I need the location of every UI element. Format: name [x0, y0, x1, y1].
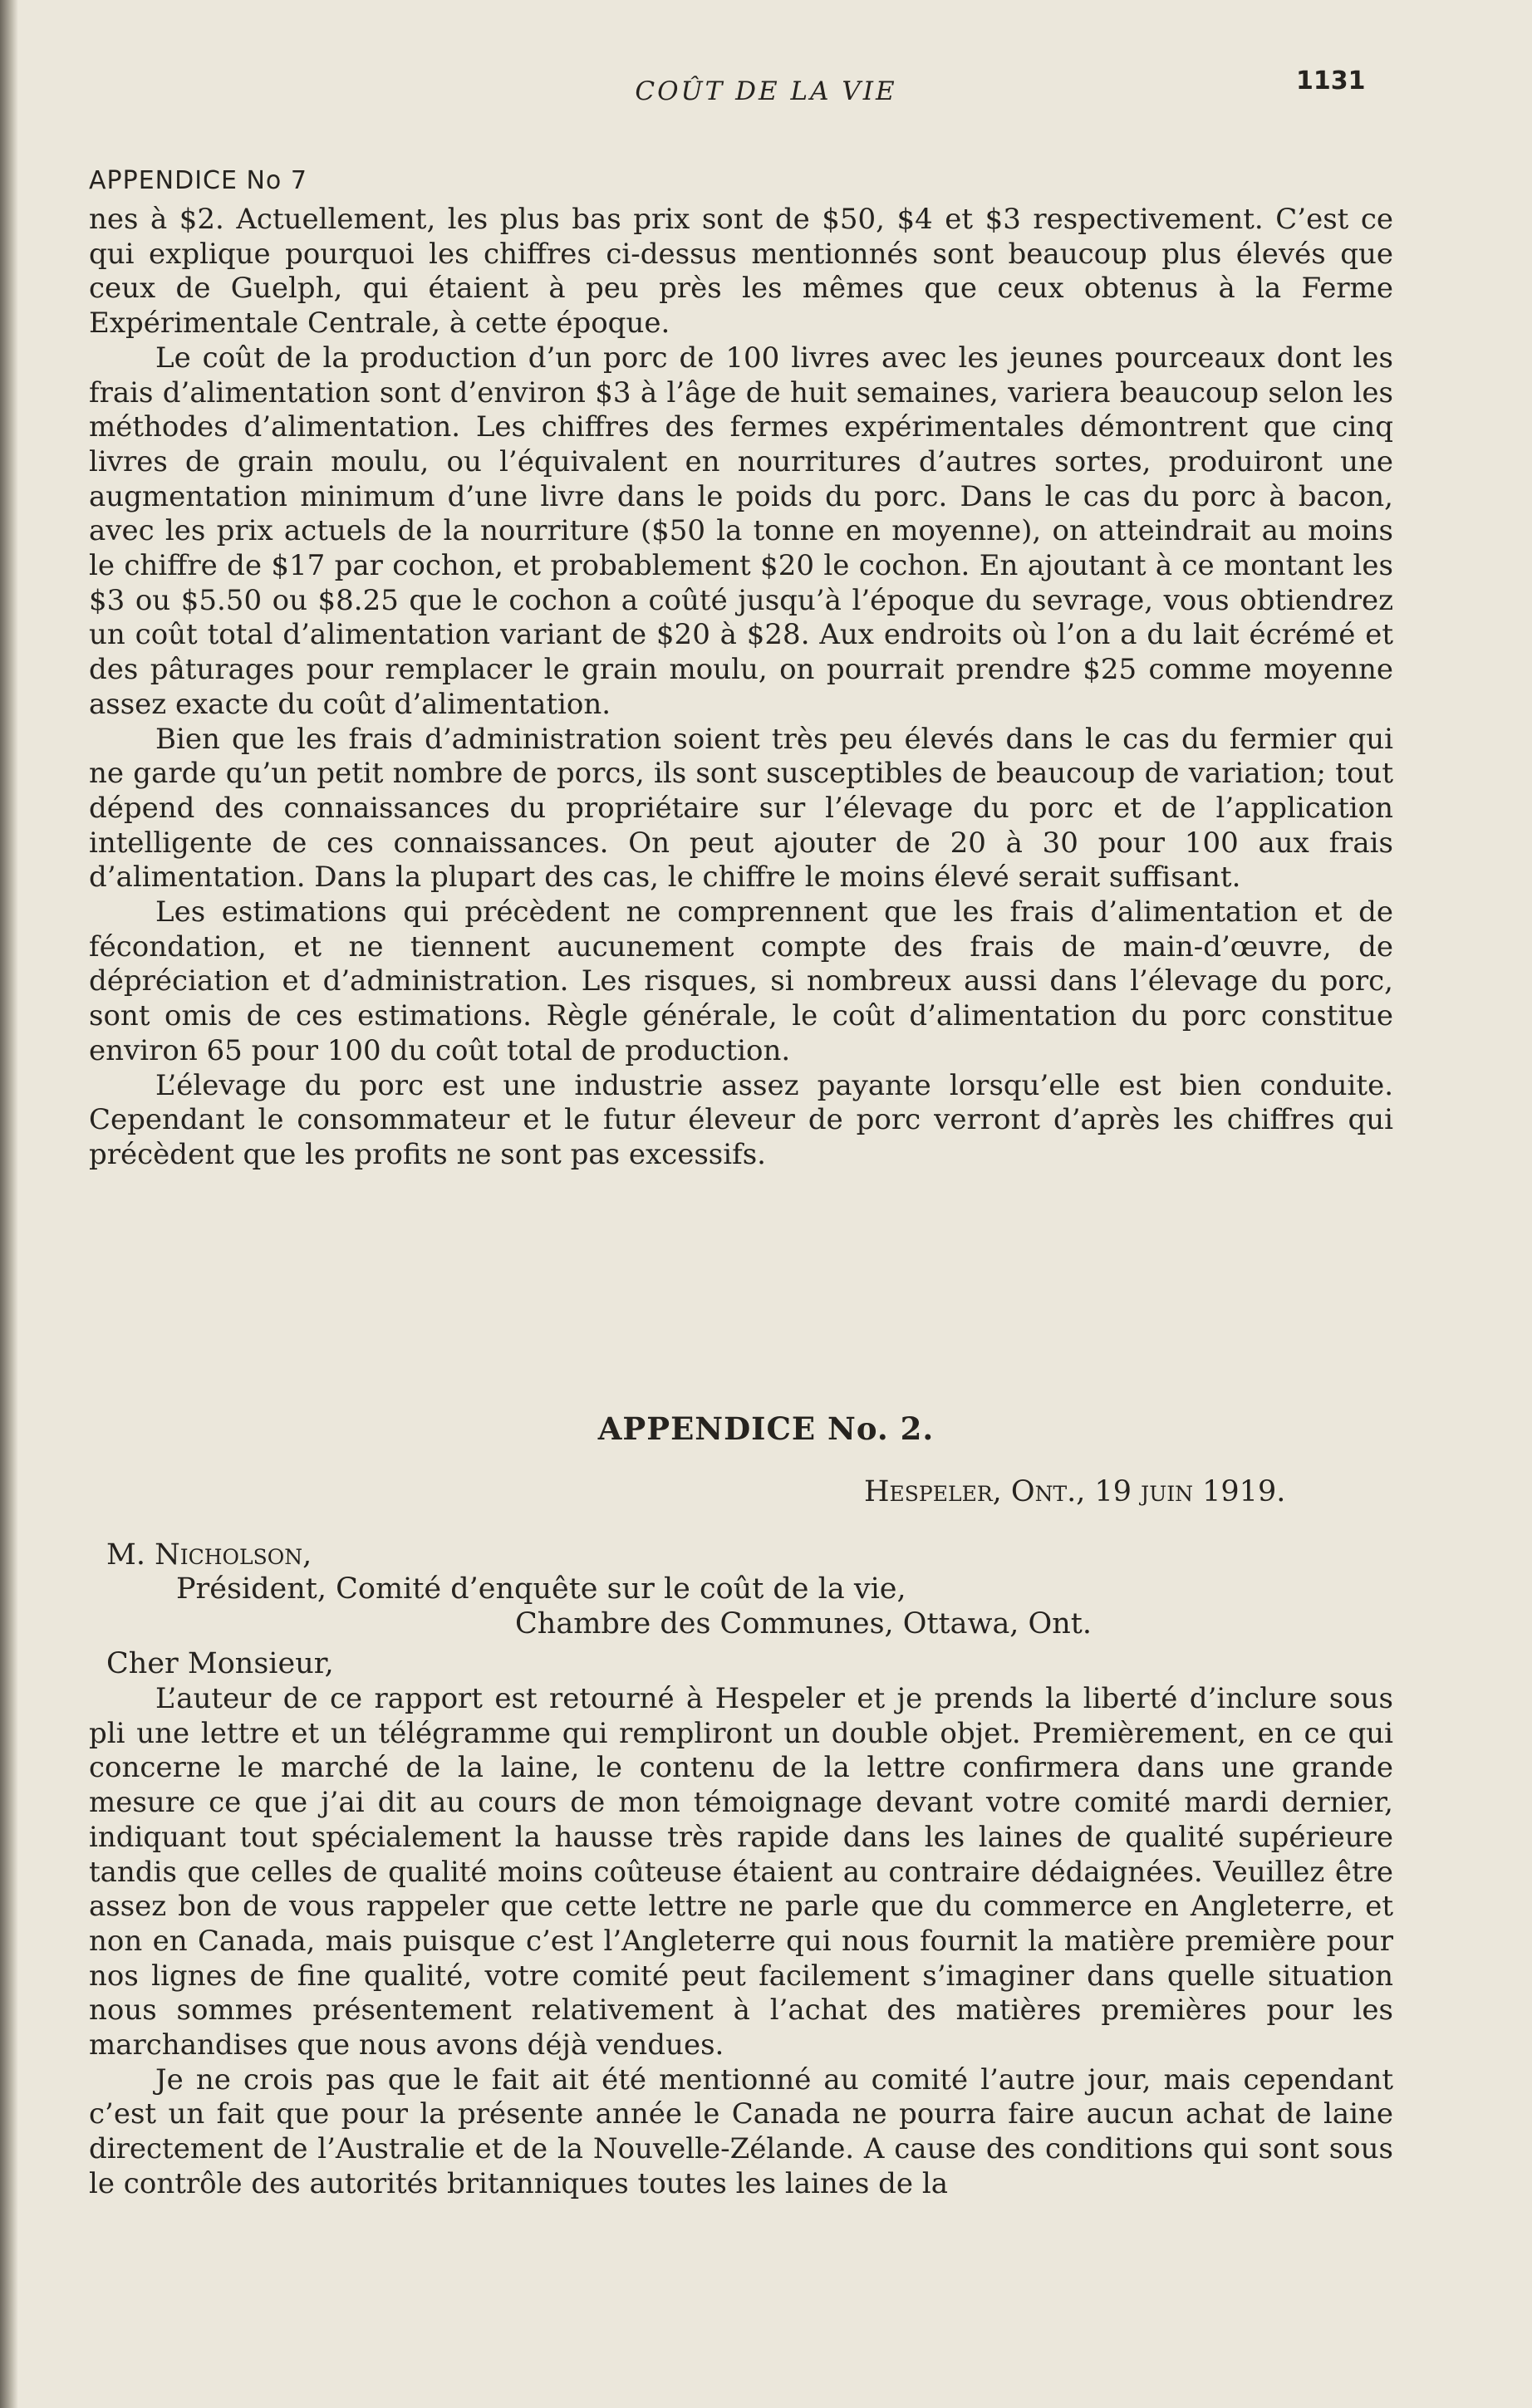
salutation: Cher Monsieur,	[106, 1647, 334, 1680]
section-1-body	[89, 203, 1393, 1173]
paragraph: Bien que les frais d’administration soient très peu élevés dans le cas du fermier qui ne garde qu’un petit nombre de porcs, ils sont susceptibles de beaucoup de variation; tout dépend des connaissances du propriétaire sur l’élevage du porc et de l’application intelligente de ces connaissances. On peut ajouter de 20 à 30 pour 100 aux frais d’alimentation. Dans la plupart des cas, le chiffre le moins élevé serait suffisant.	[89, 722, 1393, 895]
page-number: 1131	[1296, 66, 1366, 96]
appendix-heading: APPENDICE No. 2.	[597, 1410, 935, 1447]
appendix-tag: APPENDICE No 7	[89, 166, 307, 195]
paragraph: Les estimations qui précèdent ne comprennent que les frais d’alimentation et de fécondation, et ne tiennent aucunement compte des frais de main-d’œuvre, de dépréciation et d’administration. Les risques, si nombreux aussi dans l’élevage du porc, sont omis de ces estimations. Règle générale, le coût d’alimentation du porc constitue environ 65 pour 100 du coût total de production.	[89, 895, 1393, 1067]
paragraph: nes à $2. Actuellement, les plus bas prix sont de $50, $4 et $3 respectivement. C’est ce qui explique pourquoi les chiffres ci-dessus mentionnés sont beaucoup plus élevés que ceux de Guelph, qui étaient à peu près les mêmes que ceux obtenus à la Ferme Expérimentale Centrale, à cette époque.	[89, 203, 1393, 341]
paragraph: L’élevage du porc est une industrie assez payante lorsqu’elle est bien conduite. Cependant le consommateur et le futur éleveur de porc verront d’après les chiffres qui précèdent que les profits ne sont pas excessifs.	[89, 1068, 1393, 1171]
paragraph: Le coût de la production d’un porc de 100 livres avec les jeunes pourceaux dont les frais d’alimentation sont d’environ $3 à l’âge de huit semaines, variera beaucoup selon les méthodes d’alimentation. Les chiffres des fermes expérimentales démontrent que cinq livres de grain moulu, ou l’équivalent en nourritures d’autres sortes, produiront une augmentation minimum d’une livre dans le poids du porc. Dans le cas du porc à bacon, avec les prix actuels de la nourriture ($50 la tonne en moyenne), on atteindrait au moins le chiffre de $17 par cochon, et probablement $20 le cochon. En ajoutant à ce montant les $3 ou $5.50 ou $8.25 que le cochon a coûté jusqu’à l’époque du sevrage, vous obtiendrez un coût total d’alimentation variant de $20 à $28. Aux endroits où l’on a du lait écrémé et des pâturages pour remplacer le grain moulu, on pourrait prendre $25 comme moyenne assez exacte du coût d’alimentation.	[89, 341, 1393, 721]
addressee-place: Chambre des Communes, Ottawa, Ont.	[515, 1607, 1092, 1640]
page-binding-edge	[0, 0, 18, 2408]
letter-dateline: Hespeler, Ont., 19 juin 1919.	[864, 1475, 1286, 1508]
addressee-title: Président, Comité d’enquête sur le coût de la vie,	[176, 1572, 906, 1606]
letter-body	[89, 1682, 1393, 2202]
addressee-name: M. Nicholson,	[106, 1538, 312, 1572]
running-title: COÛT DE LA VIE	[635, 76, 897, 106]
paragraph: L’auteur de ce rapport est retourné à Hespeler et je prends la liberté d’inclure sous pli une lettre et un télégramme qui rempliront un double objet. Premièrement, en ce qui concerne le marché de la laine, le contenu de la lettre confirmera dans une grande mesure ce que j’ai dit au cours de mon témoignage devant votre comité mardi dernier, indiquant tout spécialement la hausse très rapide dans les laines de qualité supérieure tandis que celles de qualité moins coûteuse étaient au contraire dédaignées. Veuillez être assez bon de vous rappeler que cette lettre ne parle que du commerce en Angleterre, et non en Canada, mais puisque c’est l’Angleterre qui nous fournit la matière première pour nos lignes de fine qualité, votre comité peut facilement s’imaginer dans quelle situation nous sommes présentement relativement à l’achat des matières premières pour les marchandises que nous avons déjà vendues.	[89, 1682, 1393, 2062]
paragraph: Je ne crois pas que le fait ait été mentionné au comité l’autre jour, mais cependant c’est un fait que pour la présente année le Canada ne pourra faire aucun achat de laine directement de l’Australie et de la Nouvelle-Zélande. A cause des conditions qui sont sous le contrôle des autorités britanniques toutes les laines de la	[89, 2062, 1393, 2200]
